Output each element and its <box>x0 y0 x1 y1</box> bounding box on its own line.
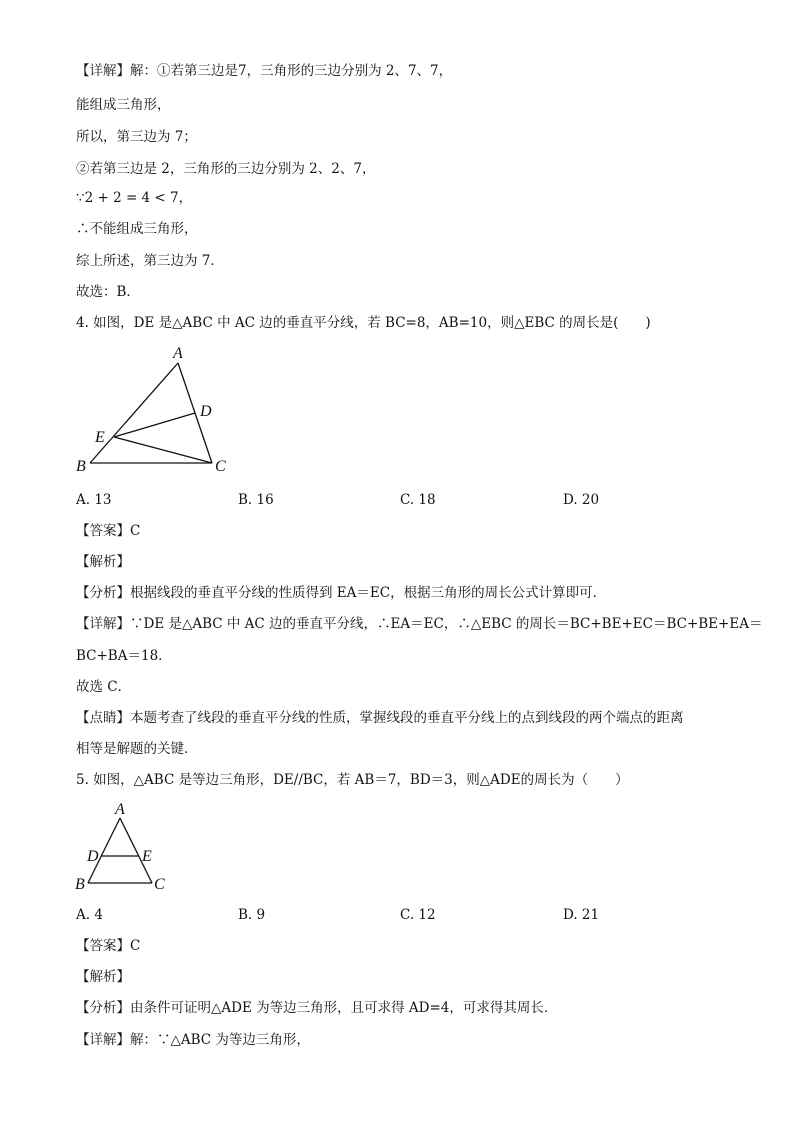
sol3-line-6: ∴不能组成三角形， <box>76 221 198 237</box>
sol3-line-8: 故选：B． <box>76 284 140 300</box>
q5-label-a: A <box>115 801 125 818</box>
q5-option-b: B. 9 <box>238 907 266 923</box>
q4-comment-line-2: 相等是解题的关键． <box>76 741 198 757</box>
q4-segment-ed <box>114 413 195 437</box>
q4-jiexi-heading: 【解析】 <box>76 554 130 570</box>
q4-triangle-figure <box>70 340 240 480</box>
q4-option-c: C. 18 <box>400 492 436 508</box>
q4-analysis: 【分析】根据线段的垂直平分线的性质得到 EA＝EC，根据三角形的周长公式计算即可． <box>76 585 607 601</box>
q5-stem: 5. 如图，△ABC 是等边三角形，DE//BC，若 AB＝7，BD＝3，则△ADE的周长为（ ） <box>76 772 629 788</box>
q4-label-d: D <box>200 403 212 420</box>
q5-option-a: A. 4 <box>76 907 103 923</box>
q4-label-a: A <box>173 345 183 362</box>
q4-segment-ab <box>90 363 178 463</box>
q5-label-d: D <box>87 848 99 865</box>
q5-label-e: E <box>142 848 152 865</box>
q5-label-c: C <box>154 876 165 893</box>
q5-label-b: B <box>75 876 85 893</box>
sol3-line-5: ∵2 + 2 = 4 < 7， <box>76 190 193 206</box>
q4-detail-line-2: BC+BA＝18． <box>76 648 172 664</box>
q5-answer: 【答案】C <box>76 938 141 954</box>
q5-analysis: 【分析】由条件可证明△ADE 为等边三角形，且可求得 AD=4，可求得其周长． <box>76 1000 558 1016</box>
q4-choose: 故选 C． <box>76 679 132 695</box>
sol3-line-4: ②若第三边是 2，三角形的三边分别为 2、2、7， <box>76 161 376 177</box>
q5-jiexi-heading: 【解析】 <box>76 969 130 985</box>
q4-option-d: D. 20 <box>563 492 600 508</box>
q4-label-b: B <box>76 458 86 475</box>
q5-option-c: C. 12 <box>400 907 436 923</box>
q4-label-e: E <box>95 429 105 446</box>
q5-detail-line-1: 【详解】解：∵△ABC 为等边三角形， <box>76 1032 310 1048</box>
q4-segment-ec <box>114 437 212 463</box>
q4-detail-line-1: 【详解】∵DE 是△ABC 中 AC 边的垂直平分线，∴EA＝EC，∴△EBC 的周长＝BC+BE+EC＝BC+BE+EA＝ <box>76 616 763 632</box>
sol3-line-1: 【详解】解：①若第三边是7，三角形的三边分别为 2、7、7， <box>76 63 453 79</box>
q4-answer: 【答案】C <box>76 523 141 539</box>
q4-option-a: A. 13 <box>76 492 112 508</box>
q4-option-b: B. 16 <box>238 492 274 508</box>
q4-comment-line-1: 【点睛】本题考查了线段的垂直平分线的性质，掌握线段的垂直平分线上的点到线段的两个端点的距离 <box>76 710 684 726</box>
sol3-line-3: 所以，第三边为 7； <box>76 129 197 145</box>
sol3-line-7: 综上所述，第三边为 7． <box>76 253 224 269</box>
sol3-line-2: 能组成三角形， <box>76 97 171 113</box>
q4-stem: 4. 如图，DE 是△ABC 中 AC 边的垂直平分线，若 BC=8，AB=10，则△EBC 的周长是( ) <box>76 315 651 331</box>
q5-triangle-figure <box>70 800 180 895</box>
q4-label-c: C <box>215 458 226 475</box>
q5-option-d: D. 21 <box>563 907 600 923</box>
